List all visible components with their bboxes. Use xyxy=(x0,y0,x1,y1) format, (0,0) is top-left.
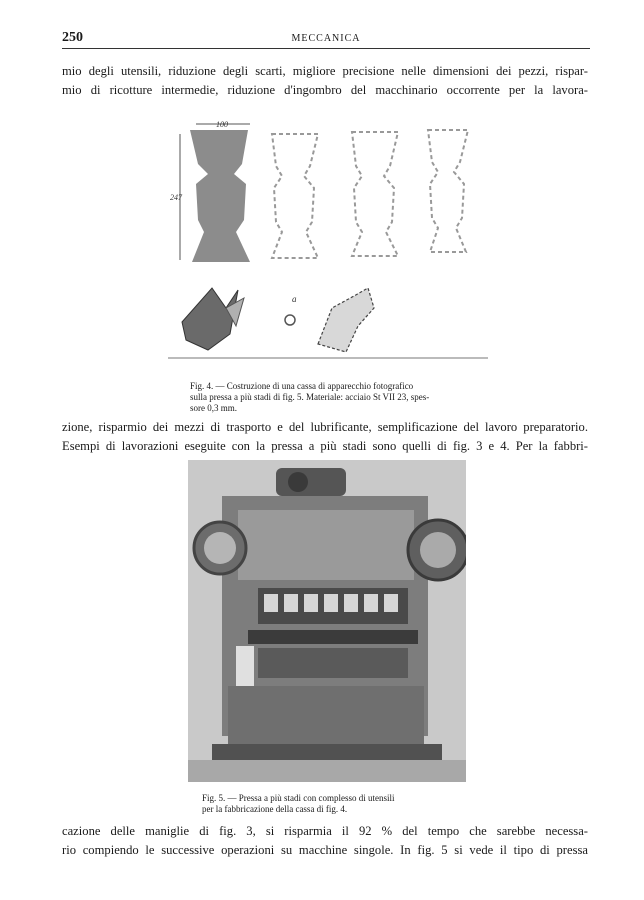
figure-4-caption xyxy=(190,381,429,414)
tool-station xyxy=(304,594,318,612)
paragraph-line: rio compiendo le successive operazioni su macchine singole. In fig. 5 si vede il tipo di pressa xyxy=(62,843,588,857)
blank-shape-stage-4 xyxy=(428,130,468,252)
tool-station xyxy=(364,594,378,612)
caption-line: per la fabbricazione della cassa di fig. 4. xyxy=(202,804,348,814)
paragraph-line: cazione delle maniglie di fig. 3, si risparmia il 92 % del tempo che sarebbe necessa- xyxy=(62,824,588,838)
figure-5-caption xyxy=(202,793,395,815)
paragraph-line: zione, risparmio dei mezzi di trasporto e del lubrificante, semplificazione del lavoro preparatorio. xyxy=(62,420,588,434)
page-number: 250 xyxy=(62,30,83,45)
figure-5-photo xyxy=(188,460,466,782)
label-a: a xyxy=(292,294,297,304)
flywheel-left-hub xyxy=(204,532,236,564)
caption-line: Fig. 5. — Pressa a più stadi con complesso di utensili xyxy=(202,793,395,803)
formed-part-right xyxy=(318,288,374,352)
motor-pulley xyxy=(288,472,308,492)
transfer-bar xyxy=(248,630,418,644)
dimension-height-label: 247 xyxy=(170,193,182,202)
dimension-width-label: 100 xyxy=(216,120,228,129)
flywheel-right-hub xyxy=(420,532,456,568)
tool-station xyxy=(264,594,278,612)
tool-station xyxy=(384,594,398,612)
paragraph-2 xyxy=(62,418,588,456)
photo-floor xyxy=(188,760,466,782)
paragraph-3 xyxy=(62,822,588,860)
handle-ring xyxy=(285,315,295,325)
figure-4-drawing xyxy=(168,112,488,370)
control-box xyxy=(236,646,254,686)
press-bed xyxy=(228,686,424,744)
paragraph-line: mio degli utensili, riduzione degli scarti, migliore precisione nelle dimensioni dei pezzi, rispar- xyxy=(62,64,588,78)
blank-shape-stage-2 xyxy=(272,134,318,258)
caption-line: sore 0,3 mm. xyxy=(190,403,237,413)
caption-line: sulla pressa a più stadi di fig. 5. Materiale: acciaio St VII 23, spes- xyxy=(190,392,430,402)
caption-line: Fig. 4. — Costruzione di una cassa di apparecchio fotografico xyxy=(190,381,414,391)
formed-part-left xyxy=(182,288,238,350)
paragraph-line: mio di ricotture intermedie, riduzione d'ingombro del macchinario occorrente per la lavora- xyxy=(62,83,588,97)
press-motor xyxy=(276,468,346,496)
tool-station xyxy=(344,594,358,612)
blank-shape-stage-3 xyxy=(352,132,398,256)
tool-station xyxy=(324,594,338,612)
press-upper-body xyxy=(238,510,414,580)
blank-shape-stage-1 xyxy=(190,130,250,262)
paragraph-line: Esempi di lavorazioni eseguite con la pressa a più stadi sono quelli di fig. 3 e 4. Per la fabbri- xyxy=(62,439,588,453)
page-header xyxy=(62,30,590,49)
tooling-lower xyxy=(258,648,408,678)
running-title: MECCANICA xyxy=(291,33,361,44)
tool-station xyxy=(284,594,298,612)
paragraph-1 xyxy=(62,62,588,100)
